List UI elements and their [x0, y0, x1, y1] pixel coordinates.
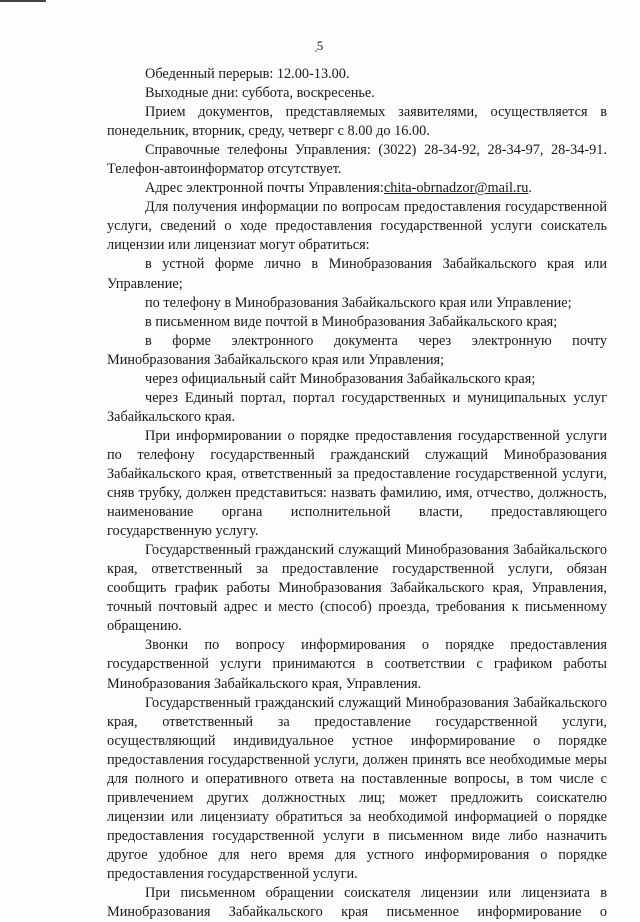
scan-speck — [315, 50, 317, 52]
email-link[interactable]: chita-obrnadzor@mail.ru — [383, 180, 529, 197]
paragraph-lunch-break: Обеденный перерыв: 12.00-13.00. — [145, 66, 350, 82]
paragraph-info-channels: Для получения информации по вопросам предоставления государственной услуги, сведений о ходе предоставления государственной услуги соискатель лицензии или лицензиат могут обратиться: — [107, 199, 607, 254]
page-number: 5 — [316, 38, 324, 53]
paragraph-by-mail: в письменном виде почтой в Минобразования Забайкальского края; — [145, 313, 558, 330]
paragraph-by-phone: по телефону в Минобразования Забайкальского края или Управление; — [145, 294, 572, 311]
paragraph-officer-duties: Государственный гражданский служащий Минобразования Забайкальского края, ответственный за предоставление государственной услуги, обязан сообщить график работы Минобразования Забайкальского края, Управления, точный почтовый адрес и место (способ) проезда, требования к письменному обращению. — [107, 542, 607, 635]
email-label: Адрес электронной почты Управления: — [145, 180, 384, 197]
paragraph-reception-hours: Прием документов, представляемых заявителями, осуществляется в понедельник, вторник, среду, четверг с 8.00 до 16.00. — [107, 104, 607, 140]
paragraph-phone-informing: При информировании о порядке предоставления государственной услуги по телефону государственный гражданский служащий Минобразования Забайкальского края, ответственный за предоставление государственной услуги, сняв трубку, должен представиться: назвать фамилию, имя, отчество, должность, наименование органа исполнительной власти, предоставляющего государственную услугу. — [107, 427, 607, 540]
scan-edge-mark — [0, 0, 46, 2]
paragraph-oral-informing: Государственный гражданский служащий Минобразования Забайкальского края, ответственный за предоставление государственной услуги, осуществляющий индивидуальное устное информирование о порядке предоставления государственной услуги, должен принять все необходимые меры для полного и оперативного ответа на поставленные вопросы, в том числе с привлечением других должностных лиц; может предложить соискателю лицензии или лицензиату обратиться за необходимой информацией о порядке предоставления государственной услуги в письменном виде либо назначить другое удобное для него время для устного информирования о порядке предоставления государственной услуги. — [107, 694, 607, 882]
paragraph-days-off: Выходные дни: суббота, воскресенье. — [145, 85, 375, 102]
paragraph-by-email: в форме электронного документа через электронную почту Минобразования Забайкальского края или Управления; — [107, 332, 607, 368]
paragraph-email — [107, 179, 607, 198]
paragraph-in-person: в устной форме лично в Минобразования Забайкальского края или Управление; — [107, 256, 607, 292]
paragraph-website: через официальный сайт Минобразования Забайкальского края; — [145, 370, 536, 387]
document-body — [107, 65, 607, 922]
paragraph-calls-schedule: Звонки по вопросу информирования о порядке предоставления государственной услуги принимаются в соответствии с графиком работы Минобразования Забайкальского края, Управления. — [107, 637, 607, 692]
email-suffix: . — [528, 180, 532, 197]
paragraph-phones: Справочные телефоны Управления: (3022) 28-34-92, 28-34-97, 28-34-91. Телефон-автоинформатор отсутствует. — [107, 142, 607, 178]
paragraph-written-request: При письменном обращении соискателя лицензии или лицензиата в Минобразования Забайкальского края письменное информирование о — [107, 885, 607, 921]
paragraph-portal: через Единый портал, портал государственных и муниципальных услуг Забайкальского края. — [107, 389, 607, 425]
